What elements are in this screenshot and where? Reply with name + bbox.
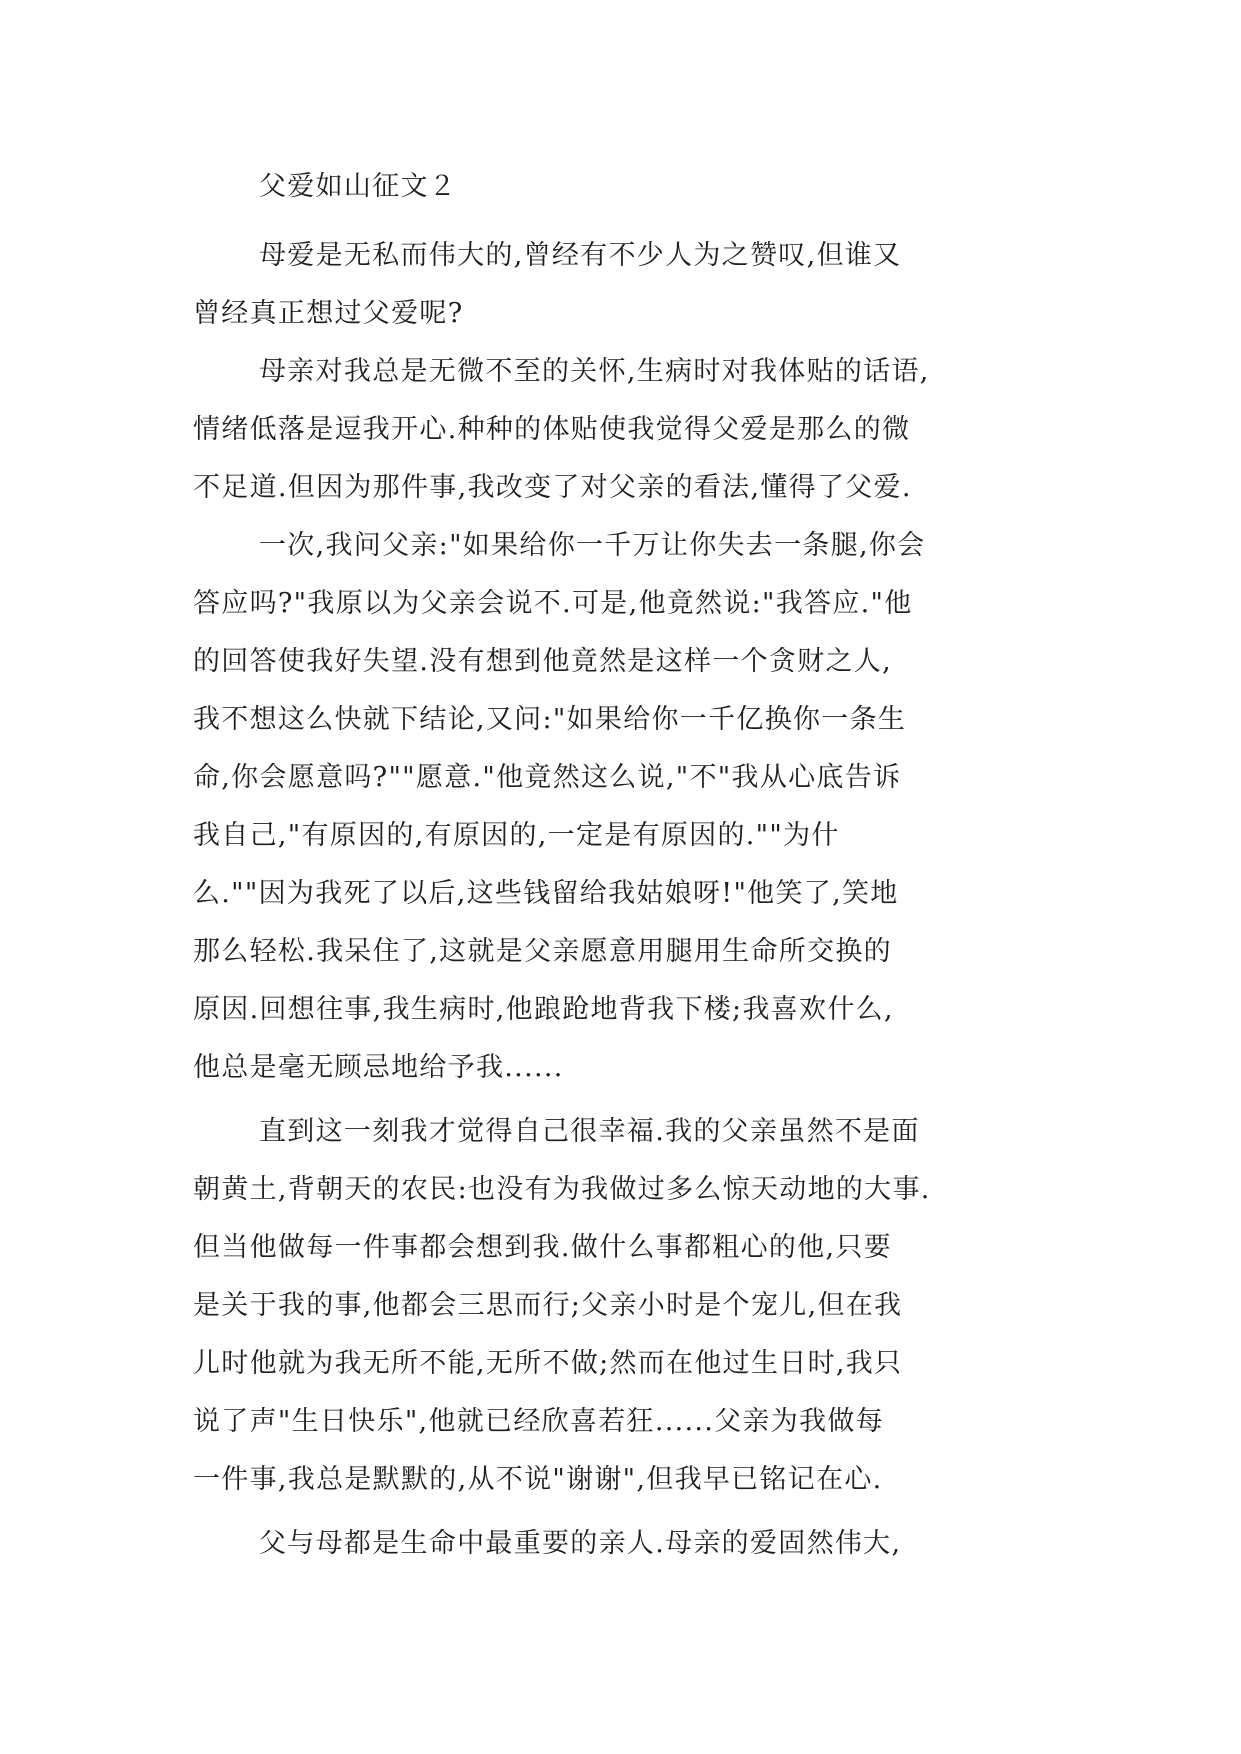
paragraph-line: 么.""因为我死了以后,这些钱留给我姑娘呀!"他笑了,笑地	[193, 878, 899, 909]
paragraph-line: 我不想这么快就下结论,又问:"如果给你一千亿换你一条生	[193, 704, 907, 735]
paragraph-line: 一次,我问父亲:"如果给你一千万让你失去一条腿,你会	[259, 530, 926, 561]
document-body	[193, 167, 1053, 1573]
paragraph-1	[193, 227, 1053, 343]
paragraph-line: 但当他做每一件事都会想到我.做什么事都粗心的他,只要	[193, 1232, 892, 1263]
paragraph-2	[193, 343, 1053, 517]
paragraph-line: 是关于我的事,他都会三思而行;父亲小时是个宠儿,但在我	[193, 1290, 903, 1321]
paragraph-line: 一件事,我总是默默的,从不说"谢谢",但我早已铭记在心.	[193, 1464, 883, 1495]
paragraph-5	[193, 1515, 1053, 1573]
paragraph-line: 直到这一刻我才觉得自己很幸福.我的父亲虽然不是面	[259, 1116, 920, 1147]
paragraph-line: 母亲对我总是无微不至的关怀,生病时对我体贴的话语,	[259, 356, 930, 387]
paragraph-line: 父与母都是生命中最重要的亲人.母亲的爱固然伟大,	[259, 1528, 902, 1559]
paragraph-line: 说了声"生日快乐",他就已经欣喜若狂......父亲为我做每	[193, 1406, 884, 1437]
paragraph-line: 答应吗?"我原以为父亲会说不.可是,他竟然说:"我答应."他	[193, 588, 913, 619]
paragraph-line: 朝黄土,背朝天的农民:也没有为我做过多么惊天动地的大事.	[193, 1174, 931, 1205]
paragraph-line: 我自己,"有原因的,有原因的,一定是有原因的.""为什	[193, 820, 840, 851]
paragraph-4	[193, 1103, 1053, 1509]
paragraph-line: 的回答使我好失望.没有想到他竟然是这样一个贪财之人,	[193, 646, 892, 677]
paragraph-line: 情绪低落是逗我开心.种种的体贴使我觉得父爱是那么的微	[193, 414, 911, 445]
paragraph-line: 那么轻松.我呆住了,这就是父亲愿意用腿用生命所交换的	[193, 936, 892, 967]
paragraph-line: 命,你会愿意吗?""愿意."他竟然这么说,"不"我从心底告诉	[193, 762, 902, 793]
document-title: 父爱如山征文２	[259, 171, 458, 202]
paragraph-3	[193, 517, 1053, 1097]
paragraph-line: 他总是毫无顾忌地给予我......	[193, 1052, 564, 1083]
paragraph-line: 原因.回想往事,我生病时,他踉跄地背我下楼;我喜欢什么,	[193, 994, 894, 1025]
paragraph-line: 母爱是无私而伟大的,曾经有不少人为之赞叹,但谁又	[259, 240, 902, 271]
paragraph-line: 儿时他就为我无所不能,无所不做;然而在他过生日时,我只	[193, 1348, 903, 1379]
paragraph-line: 曾经真正想过父爱呢?	[193, 298, 464, 329]
paragraph-line: 不足道.但因为那件事,我改变了对父亲的看法,懂得了父爱.	[193, 472, 912, 503]
